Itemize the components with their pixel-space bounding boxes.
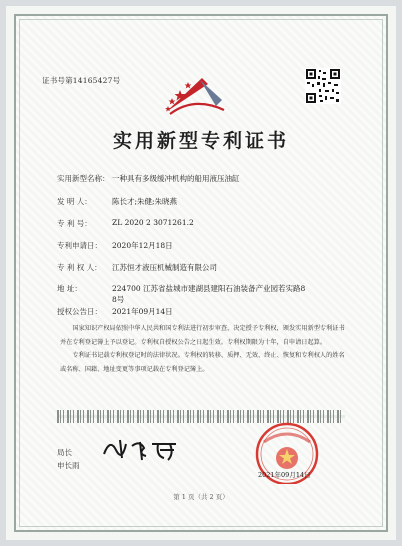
barcode-bar xyxy=(57,410,59,423)
barcode-bar xyxy=(107,410,109,423)
barcode-bar xyxy=(173,410,174,423)
barcode-bar xyxy=(127,410,129,423)
barcode-bar xyxy=(197,410,199,423)
qr-code-icon xyxy=(305,68,341,104)
certificate-body-text xyxy=(60,322,350,376)
field-label-inventor: 发 明 人： xyxy=(57,197,92,206)
director-title: 局长 xyxy=(57,448,72,457)
field-value-patentee: 江苏恒才液压机械制造有限公司 xyxy=(112,263,217,272)
barcode-bar xyxy=(117,410,119,423)
field-label-grant-date: 授权公告日： xyxy=(57,307,102,316)
barcode-bar xyxy=(80,410,81,423)
barcode-bar xyxy=(130,410,131,423)
barcode-bar xyxy=(93,410,94,423)
body-paragraph-2: 专利证书记载专利权登记时的法律状况。专利权的转移、质押、无效、终止、恢复和专利权人的姓名或名称、国籍、地址变更等事项记载在专利登记簿上。 xyxy=(60,352,345,373)
field-label-patent-number: 专 利 号： xyxy=(57,219,92,228)
barcode-bar xyxy=(100,410,101,423)
barcode-bar xyxy=(60,410,61,423)
barcode-bar xyxy=(137,410,139,423)
barcode-bar xyxy=(217,410,219,423)
cnipa-logo-icon xyxy=(160,66,228,120)
barcode-bar xyxy=(150,410,151,423)
field-label-patentee: 专 利 权 人： xyxy=(57,263,102,272)
barcode-bar xyxy=(227,410,229,423)
barcode-bar xyxy=(223,410,224,423)
barcode-bar xyxy=(123,410,124,423)
barcode-bar xyxy=(200,410,201,423)
field-value-filing-date: 2020年12月18日 xyxy=(112,241,173,250)
barcode-bar xyxy=(210,410,211,423)
page-number: 第 1 页（共 2 页） xyxy=(173,493,229,501)
barcode-bar xyxy=(97,410,99,423)
barcode-bar xyxy=(83,410,84,423)
body-paragraph-1: 国家知识产权局依照中华人民共和国专利法进行初步审查，决定授予专利权，颁发实用新型专利证书并在专利登记簿上予以登记。专利权自授权公告之日起生效。专利权期限为十年，自申请日起算。 xyxy=(60,325,345,346)
seal-date: 2021年09月14日 xyxy=(258,471,311,479)
certificate-title: 实用新型专利证书 xyxy=(112,130,289,152)
barcode-bar xyxy=(87,410,89,423)
barcode-bar xyxy=(70,410,71,423)
barcode-bar xyxy=(140,410,141,423)
field-label-utility-model-name: 实用新型名称： xyxy=(57,174,110,183)
field-value-patent-number: ZL 2020 2 3071261.2 xyxy=(112,218,194,227)
field-label-filing-date: 专利申请日： xyxy=(57,241,102,250)
barcode-bar xyxy=(177,410,179,423)
barcode-bar xyxy=(203,410,204,423)
barcode-bar xyxy=(143,410,144,423)
barcode-bar xyxy=(157,410,159,423)
director-signature xyxy=(100,436,184,462)
barcode-bar xyxy=(163,410,164,423)
barcode-bar xyxy=(213,410,214,423)
barcode-bar xyxy=(180,410,181,423)
barcode-bar xyxy=(230,410,231,423)
barcode-bar xyxy=(167,410,169,423)
barcode-bar xyxy=(103,410,104,423)
certificate-number: 证书号第14165427号 xyxy=(42,76,121,85)
barcode-bar xyxy=(207,410,209,423)
barcode-bar xyxy=(153,410,154,423)
barcode-bar xyxy=(220,410,221,423)
barcode-bar xyxy=(133,410,134,423)
barcode-bar xyxy=(160,410,161,423)
barcode-bar xyxy=(187,410,189,423)
barcode-bar xyxy=(193,410,194,423)
field-value-address: 224700 江苏省盐城市建湖县建阳石油装备产业园若实路8 xyxy=(112,284,306,293)
barcode-bar xyxy=(120,410,121,423)
barcode-bar xyxy=(170,410,171,423)
barcode-bar xyxy=(67,410,69,423)
barcode-bar xyxy=(63,410,64,423)
barcode-bar xyxy=(77,410,79,423)
field-value-grant-date: 2021年09月14日 xyxy=(112,307,173,316)
field-value-utility-model-name: 一种具有多级缓冲机构的船用液压油缸 xyxy=(112,174,240,183)
barcode-bar xyxy=(113,410,114,423)
director-name: 申长雨 xyxy=(57,461,80,470)
barcode-bar xyxy=(183,410,184,423)
barcode-bar xyxy=(110,410,111,423)
barcode-bar xyxy=(73,410,74,423)
field-value-inventor: 陈长才;朱健;朱晓燕 xyxy=(112,197,178,206)
barcode-bar xyxy=(90,410,91,423)
field-value-address-line2: 8号 xyxy=(112,295,125,304)
field-label-address: 地 址： xyxy=(57,284,82,293)
barcode-bar xyxy=(190,410,191,423)
barcode-bar xyxy=(147,410,149,423)
